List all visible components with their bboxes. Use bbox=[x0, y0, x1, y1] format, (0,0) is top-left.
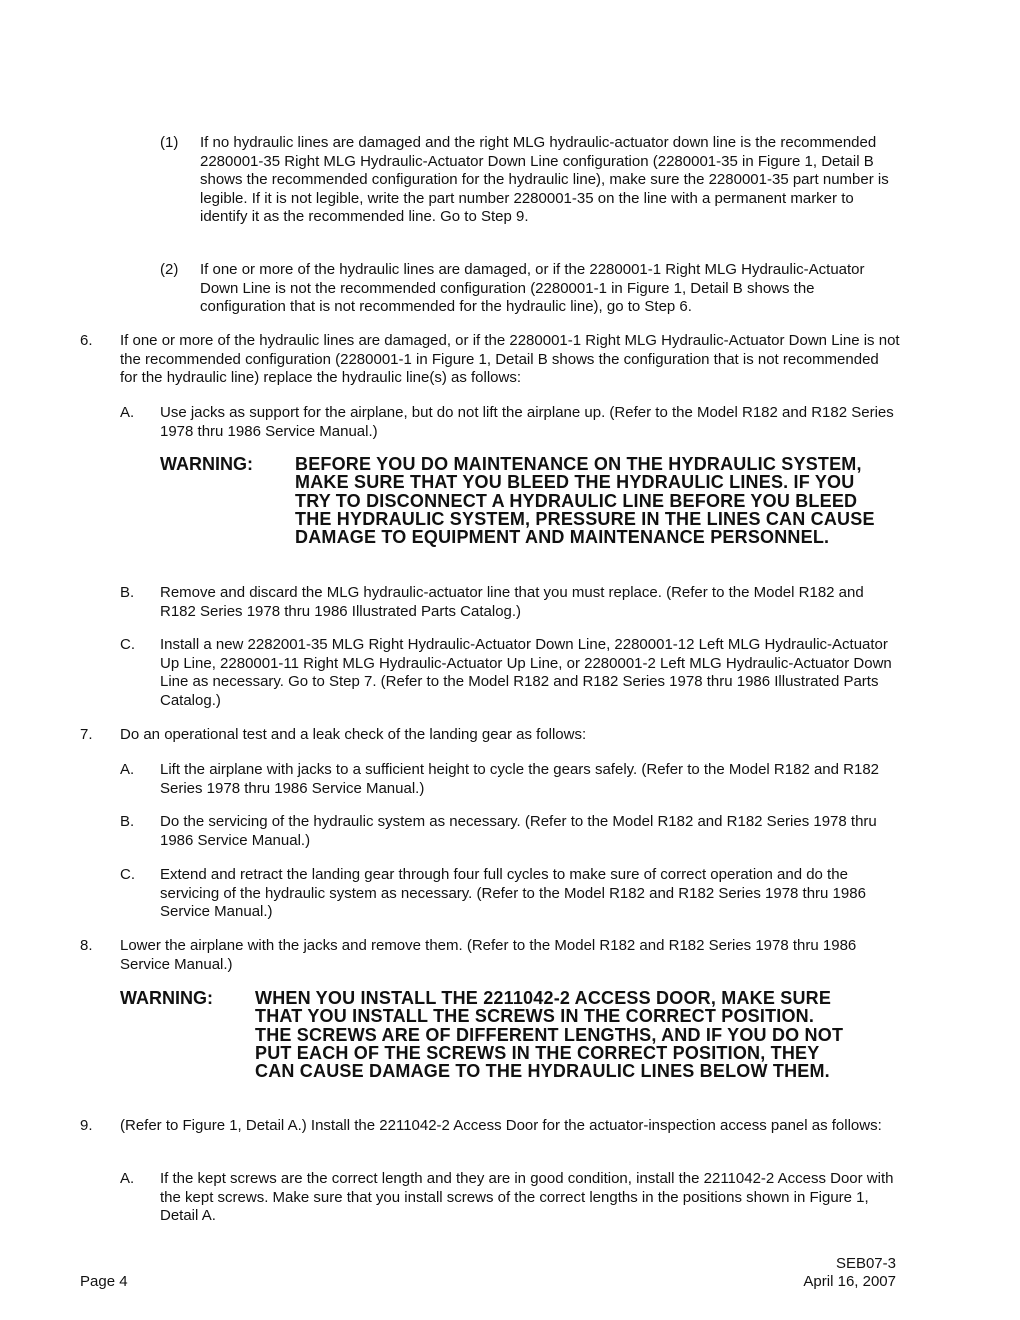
page-number: Page 4 bbox=[80, 1273, 128, 1290]
revision-date: April 16, 2007 bbox=[803, 1273, 896, 1290]
step-text: (Refer to Figure 1, Detail A.) Install the 2211042-2 Access Door for the actuator-inspection access panel as follows: bbox=[120, 1117, 882, 1134]
substep-text: If no hydraulic lines are damaged and the right MLG hydraulic-actuator down line is the recommended 2280001-35 Right MLG Hydraulic-Actuator Down Line configuration (2280001-35 in Figure 1, Detail B shows the recommended configuration for the hydraulic line), make sure the 2280001-35 part number is legible. If it is not legible, write the part number 2280001-35 on the line with a permanent marker to identify it as the recommended line. Go to Step 9. bbox=[200, 134, 889, 225]
step-number: 6. bbox=[80, 332, 93, 349]
step-number: 7. bbox=[80, 726, 93, 743]
substep-text: If one or more of the hydraulic lines are damaged, or if the 2280001-1 Right MLG Hydraulic-Actuator Down Line is not the recommended configuration (2280001-1 in Figure 1, Detail B shows the configuration that is not recommended for the hydraulic line), go to Step 6. bbox=[200, 261, 865, 315]
step-text: If one or more of the hydraulic lines are damaged, or if the 2280001-1 Right MLG Hydraulic-Actuator Down Line is not the recommended configuration (2280001-1 in Figure 1, Detail B shows the configuration that is not recommended for the hydraulic line) replace the hydraulic line(s) as follows: bbox=[120, 332, 900, 386]
substep-text: Do the servicing of the hydraulic system as necessary. (Refer to the Model R182 and R182 Series 1978 thru 1986 Service Manual.) bbox=[160, 813, 877, 849]
substep-letter: C. bbox=[120, 866, 135, 883]
substep-text: Remove and discard the MLG hydraulic-actuator line that you must replace. (Refer to the Model R182 and R182 Series 1978 thru 1986 Illustrated Parts Catalog.) bbox=[160, 584, 864, 620]
substep-number: (2) bbox=[160, 261, 179, 278]
substep-5-1 bbox=[160, 134, 900, 227]
substep-5-2 bbox=[160, 261, 900, 317]
substep-text: Lift the airplane with jacks to a sufficient height to cycle the gears safely. (Refer to the Model R182 and R182 Series 1978 thru 1986 Service Manual.) bbox=[160, 761, 880, 797]
substep-letter: A. bbox=[120, 404, 135, 421]
substep-text: Extend and retract the landing gear through four full cycles to make sure of correct operation and do the servicing of the hydraulic system as necessary. (Refer to the Model R182 and R182 Series 1978 thru 1986 Service Manual.) bbox=[160, 866, 866, 920]
substep-text: If the kept screws are the correct length and they are in good condition, install the 2211042-2 Access Door with the kept screws. Make sure that you install screws of the correct lengths in the positions shown in Figure 1, Detail A. bbox=[160, 1170, 894, 1224]
substep-7-b bbox=[120, 813, 900, 850]
step-number: 8. bbox=[80, 937, 93, 954]
warning-block-1 bbox=[160, 455, 900, 567]
substep-7-a bbox=[120, 761, 900, 798]
substep-letter: B. bbox=[120, 584, 135, 601]
warning-label: WARNING: bbox=[120, 988, 213, 1008]
step-8 bbox=[80, 937, 900, 974]
step-6 bbox=[80, 332, 900, 388]
substep-6-b bbox=[120, 584, 900, 621]
step-7 bbox=[80, 726, 900, 745]
step-9 bbox=[80, 1117, 900, 1136]
substep-text: Use jacks as support for the airplane, but do not lift the airplane up. (Refer to the Model R182 and R182 Series 1978 thru 1986 Service Manual.) bbox=[160, 404, 894, 440]
document-id: SEB07-3 bbox=[835, 1255, 896, 1272]
warning-block-2 bbox=[120, 989, 900, 1101]
substep-number: (1) bbox=[160, 134, 179, 151]
substep-7-c bbox=[120, 866, 900, 922]
warning-label: WARNING: bbox=[160, 454, 253, 474]
warning-text: WHEN YOU INSTALL THE 2211042-2 ACCESS DOOR, MAKE SURE THAT YOU INSTALL THE SCREWS IN THE CORRECT POSITION. THE SCREWS ARE OF DIFFERENT LENGTHS, AND IF YOU DO NOT PUT EACH OF THE SCREWS IN THE CORRECT POSITION, THEY CAN CAUSE DAMAGE TO THE HYDRAULIC LINES BELOW THEM. bbox=[255, 988, 844, 1082]
step-number: 9. bbox=[80, 1117, 93, 1134]
substep-text: Install a new 2282001-35 MLG Right Hydraulic-Actuator Down Line, 2280001-12 Left MLG Hydraulic-Actuator Up Line, 2280001-11 Right MLG Hydraulic-Actuator Up Line, or 2280001-2 Left MLG Hydraulic-Actuator Down Line as necessary. Go to Step 7. (Refer to the Model R182 and R182 Series 1978 thru 1986 Illustrated Parts Catalog.) bbox=[160, 636, 892, 709]
step-text: Lower the airplane with the jacks and remove them. (Refer to the Model R182 and R182 Series 1978 thru 1986 Service Manual.) bbox=[120, 937, 857, 973]
step-text: Do an operational test and a leak check of the landing gear as follows: bbox=[120, 726, 587, 743]
substep-letter: A. bbox=[120, 1170, 135, 1187]
substep-letter: A. bbox=[120, 761, 135, 778]
substep-6-c bbox=[120, 636, 900, 710]
warning-text: BEFORE YOU DO MAINTENANCE ON THE HYDRAULIC SYSTEM, MAKE SURE THAT YOU BLEED THE HYDRAULIC LINES. IF YOU TRY TO DISCONNECT A HYDRAULIC LINE BEFORE YOU BLEED THE HYDRAULIC SYSTEM, PRESSURE IN THE LINES CAN CAUSE DAMAGE TO EQUIPMENT AND MAINTENANCE PERSONNEL. bbox=[295, 454, 875, 548]
substep-9-a bbox=[120, 1170, 900, 1226]
substep-letter: B. bbox=[120, 813, 135, 830]
substep-letter: C. bbox=[120, 636, 135, 653]
substep-6-a bbox=[120, 404, 900, 441]
